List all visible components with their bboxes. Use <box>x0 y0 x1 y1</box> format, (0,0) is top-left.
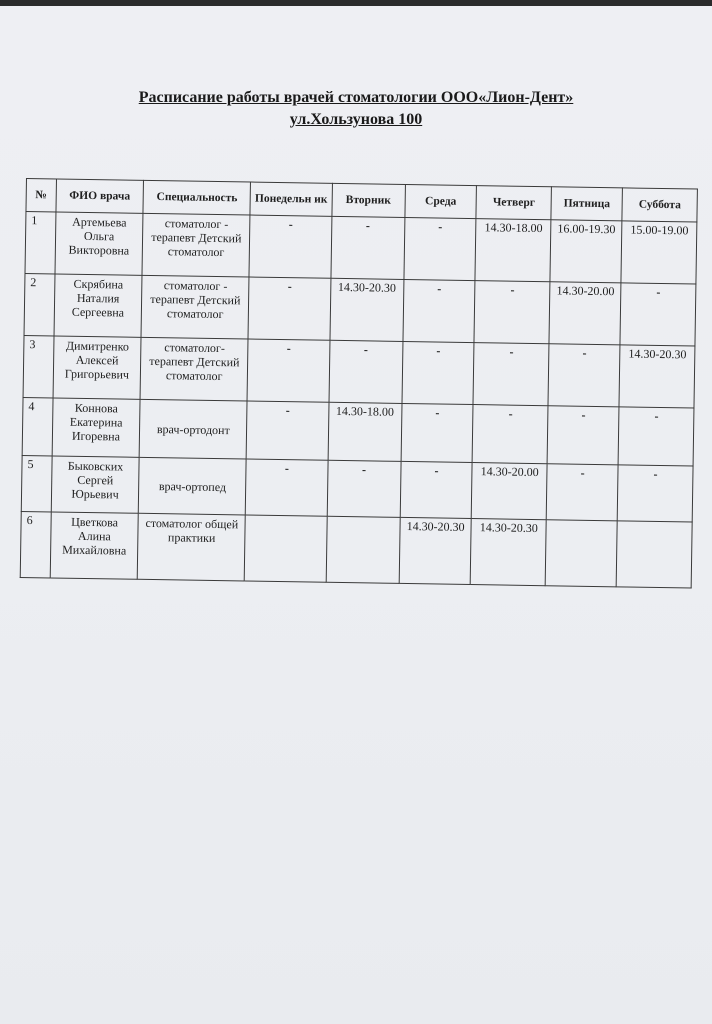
col-header-tuesday: Вторник <box>332 183 406 217</box>
col-header-specialty: Специальность <box>143 180 251 215</box>
cell-specialty: врач-ортодонт <box>139 399 247 459</box>
cell-specialty: стоматолог общей практики <box>137 513 245 581</box>
cell-thursday: - <box>473 343 549 406</box>
cell-doctor-name: Димитренко Алексей Григорьевич <box>53 336 141 399</box>
cell-tuesday: - <box>327 460 401 517</box>
col-header-thursday: Четверг <box>476 186 551 220</box>
cell-num: 5 <box>21 455 52 511</box>
cell-friday: - <box>547 406 619 465</box>
col-header-saturday: Суббота <box>622 188 697 222</box>
cell-num: 3 <box>23 335 54 397</box>
cell-specialty: врач-ортопед <box>138 457 246 515</box>
cell-wednesday: 14.30-20.30 <box>399 517 472 584</box>
cell-monday: - <box>247 339 329 402</box>
cell-thursday: - <box>474 281 550 344</box>
cell-specialty: стоматолог - терапевт Детский стоматолог <box>141 275 249 339</box>
cell-friday: 16.00-19.30 <box>550 220 622 283</box>
cell-num: 4 <box>22 397 53 455</box>
cell-doctor-name: Быковских Сергей Юрьевич <box>51 456 139 513</box>
cell-doctor-name: Коннова Екатерина Игоревна <box>52 398 140 457</box>
cell-saturday: 15.00-19.00 <box>621 221 697 284</box>
cell-monday <box>245 515 327 582</box>
table-row <box>24 273 696 346</box>
table-row <box>23 335 695 408</box>
table-row <box>21 455 693 522</box>
cell-tuesday: - <box>331 216 405 279</box>
cell-saturday: - <box>620 283 696 346</box>
col-header-wednesday: Среда <box>405 184 477 218</box>
title-line-2: ул.Хользунова 100 <box>289 111 423 128</box>
cell-wednesday: - <box>404 217 477 280</box>
cell-monday: - <box>246 401 328 460</box>
cell-specialty: стоматолог - терапевт Детский стоматолог <box>142 213 250 277</box>
cell-wednesday: - <box>400 461 473 518</box>
cell-doctor-name: Артемьева Ольга Викторовна <box>55 212 143 275</box>
cell-saturday: - <box>618 465 694 522</box>
cell-monday: - <box>248 277 330 340</box>
cell-doctor-name: Цветкова Алина Михайловна <box>50 512 138 579</box>
table-row <box>25 212 697 285</box>
table-row <box>20 511 692 588</box>
paper-sheet <box>0 6 712 1024</box>
cell-num: 6 <box>20 511 51 577</box>
cell-num: 2 <box>24 273 55 335</box>
cell-saturday: - <box>618 407 694 466</box>
cell-wednesday: - <box>402 341 475 404</box>
cell-thursday: 14.30-18.00 <box>475 219 551 282</box>
document-title <box>0 87 712 131</box>
cell-friday: - <box>548 344 620 407</box>
table-row <box>22 397 694 466</box>
cell-friday: - <box>546 464 618 521</box>
col-header-friday: Пятница <box>551 187 623 221</box>
cell-tuesday <box>326 516 400 583</box>
cell-specialty: стоматолог-терапевт Детский стоматолог <box>140 337 248 401</box>
col-header-monday: Понедельн ик <box>250 182 332 216</box>
cell-wednesday: - <box>403 279 476 342</box>
cell-thursday: - <box>473 405 548 464</box>
cell-num: 1 <box>25 212 56 274</box>
cell-saturday: 14.30-20.30 <box>619 345 695 408</box>
col-header-name: ФИО врача <box>56 179 144 213</box>
cell-saturday <box>616 521 692 588</box>
cell-tuesday: 14.30-18.00 <box>328 402 402 461</box>
cell-doctor-name: Скрябина Наталия Сергеевна <box>54 274 142 337</box>
cell-friday: 14.30-20.00 <box>549 282 621 345</box>
col-header-num: № <box>26 179 56 212</box>
cell-thursday: 14.30-20.30 <box>471 519 547 586</box>
cell-tuesday: - <box>329 340 403 403</box>
cell-monday: - <box>246 459 328 516</box>
cell-tuesday: 14.30-20.30 <box>330 278 404 341</box>
title-line-1: Расписание работы врачей стоматологии ООО«Лион-Дент» <box>138 89 574 106</box>
cell-thursday: 14.30-20.00 <box>472 463 547 520</box>
cell-wednesday: - <box>401 403 474 462</box>
schedule-table <box>20 178 698 589</box>
cell-monday: - <box>249 215 331 278</box>
cell-friday <box>545 520 617 587</box>
